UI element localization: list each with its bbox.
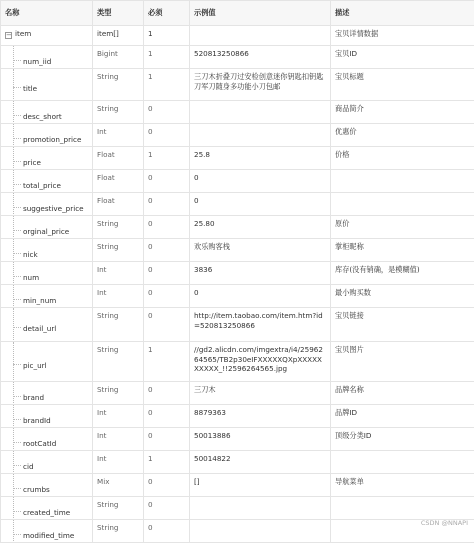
table-row[interactable] xyxy=(1,193,474,216)
field-name: brandId xyxy=(23,416,51,425)
field-name-cell xyxy=(1,147,93,170)
table-row[interactable] xyxy=(1,497,474,520)
table-row[interactable] xyxy=(1,46,474,69)
field-type: Int xyxy=(93,124,144,147)
tree-branch xyxy=(13,465,21,466)
field-name-cell xyxy=(1,262,93,285)
field-example: 520813250866 xyxy=(190,46,331,69)
table-row[interactable] xyxy=(1,405,474,428)
field-name: total_price xyxy=(23,181,61,190)
header-example: 示例值 xyxy=(190,1,331,26)
field-example: [] xyxy=(190,474,331,497)
field-description: 导航菜单 xyxy=(331,474,474,497)
tree-branch xyxy=(13,60,21,61)
field-example: //gd2.alicdn.com/imgextra/i4/2596264565/TB2p30eIFXXXXXQXpXXXXXXXXXX_!!2596264565.jpg xyxy=(190,342,331,382)
field-required: 0 xyxy=(144,382,190,405)
field-description: 宝贝标题 xyxy=(331,69,474,101)
collapse-toggle-icon[interactable]: − xyxy=(5,32,12,39)
table-row[interactable] xyxy=(1,262,474,285)
field-type: Int xyxy=(93,262,144,285)
field-type: String xyxy=(93,216,144,239)
field-type: String xyxy=(93,239,144,262)
tree-line xyxy=(13,69,14,101)
field-name: brand xyxy=(23,393,44,402)
field-name: rootCatId xyxy=(23,439,56,448)
field-required: 1 xyxy=(144,342,190,382)
field-required: 1 xyxy=(144,46,190,69)
field-type: Float xyxy=(93,147,144,170)
tree-branch xyxy=(13,276,21,277)
table-row[interactable] xyxy=(1,124,474,147)
tree-line xyxy=(13,451,14,474)
field-name-cell xyxy=(1,497,93,520)
field-example: 欢乐购客栈 xyxy=(190,239,331,262)
field-name-cell xyxy=(1,474,93,497)
field-type: Int xyxy=(93,285,144,308)
field-name-cell xyxy=(1,342,93,382)
tree-branch xyxy=(13,253,21,254)
field-name-cell xyxy=(1,216,93,239)
table-row[interactable] xyxy=(1,474,474,497)
field-required: 0 xyxy=(144,101,190,124)
field-type: Float xyxy=(93,170,144,193)
tree-line xyxy=(13,474,14,497)
field-type: item[] xyxy=(93,26,144,46)
table-row[interactable] xyxy=(1,428,474,451)
field-name-cell xyxy=(1,69,93,101)
tree-line xyxy=(13,405,14,428)
field-name-cell xyxy=(1,101,93,124)
field-example: 50013886 xyxy=(190,428,331,451)
tree-branch xyxy=(13,138,21,139)
tree-branch xyxy=(13,534,21,535)
field-example: 0 xyxy=(190,193,331,216)
field-name: detail_url xyxy=(23,324,56,333)
tree-branch xyxy=(13,207,21,208)
tree-line xyxy=(13,285,14,308)
tree-branch xyxy=(13,488,21,489)
field-name: orginal_price xyxy=(23,227,69,236)
field-name: price xyxy=(23,158,41,167)
tree-branch xyxy=(13,396,21,397)
field-type: String xyxy=(93,69,144,101)
field-name: num_iid xyxy=(23,57,51,66)
table-row[interactable] xyxy=(1,101,474,124)
field-example xyxy=(190,26,331,46)
table-row[interactable] xyxy=(1,308,474,342)
field-name-cell xyxy=(1,451,93,474)
field-example: 8879363 xyxy=(190,405,331,428)
field-name: suggestive_price xyxy=(23,204,84,213)
field-name-cell xyxy=(1,308,93,342)
field-name-cell xyxy=(1,26,93,46)
field-type: String xyxy=(93,308,144,342)
tree-line xyxy=(13,342,14,382)
table-row[interactable] xyxy=(1,170,474,193)
field-name-cell xyxy=(1,124,93,147)
field-name-cell xyxy=(1,405,93,428)
field-type: String xyxy=(93,342,144,382)
field-example xyxy=(190,124,331,147)
field-example: 0 xyxy=(190,285,331,308)
field-name-cell xyxy=(1,520,93,543)
field-required: 0 xyxy=(144,308,190,342)
field-name: desc_short xyxy=(23,112,62,121)
tree-branch xyxy=(13,161,21,162)
tree-branch xyxy=(13,230,21,231)
field-required: 0 xyxy=(144,124,190,147)
field-name-cell xyxy=(1,46,93,69)
field-required: 0 xyxy=(144,285,190,308)
field-name: num xyxy=(23,273,39,282)
field-description: 宝贝链接 xyxy=(331,308,474,342)
tree-line xyxy=(13,124,14,147)
table-row[interactable] xyxy=(1,451,474,474)
field-type: Mix xyxy=(93,474,144,497)
field-type: String xyxy=(93,520,144,543)
field-required: 0 xyxy=(144,262,190,285)
table-row-root[interactable] xyxy=(1,26,474,46)
tree-line xyxy=(13,216,14,239)
field-required: 0 xyxy=(144,193,190,216)
field-name: item xyxy=(15,29,31,38)
header-name: 名称 xyxy=(1,1,93,26)
field-name: pic_url xyxy=(23,361,47,370)
field-description: 商品简介 xyxy=(331,101,474,124)
field-description: 库存(没有销确，是模糊值) xyxy=(331,262,474,285)
field-description: 宝贝详情数据 xyxy=(331,26,474,46)
field-example: 50014822 xyxy=(190,451,331,474)
tree-branch xyxy=(13,419,21,420)
field-required: 0 xyxy=(144,405,190,428)
field-name-cell xyxy=(1,239,93,262)
field-name: nick xyxy=(23,250,38,259)
field-example: 三刀木折叠刀过安检创意迷你钥匙扣钥匙刀军刀随身多功能小刀包邮 xyxy=(190,69,331,101)
field-type: Int xyxy=(93,428,144,451)
table-row[interactable] xyxy=(1,69,474,101)
table-row[interactable] xyxy=(1,285,474,308)
table-row[interactable] xyxy=(1,147,474,170)
field-name-cell xyxy=(1,170,93,193)
field-description: 掌柜昵称 xyxy=(331,239,474,262)
field-required: 0 xyxy=(144,428,190,451)
header-type: 类型 xyxy=(93,1,144,26)
field-name: min_num xyxy=(23,296,56,305)
tree-line xyxy=(13,101,14,124)
field-example: 0 xyxy=(190,170,331,193)
field-type: Int xyxy=(93,405,144,428)
header-required: 必须 xyxy=(144,1,190,26)
table-row[interactable] xyxy=(1,239,474,262)
field-required: 0 xyxy=(144,239,190,262)
field-description: 品牌ID xyxy=(331,405,474,428)
field-example: http://item.taobao.com/item.htm?id=520813250866 xyxy=(190,308,331,342)
field-required: 0 xyxy=(144,497,190,520)
tree-branch xyxy=(13,364,21,365)
field-name-cell xyxy=(1,193,93,216)
table-row[interactable] xyxy=(1,342,474,382)
table-row[interactable] xyxy=(1,216,474,239)
field-description: 宝贝图片 xyxy=(331,342,474,382)
field-type: Int xyxy=(93,451,144,474)
field-required: 0 xyxy=(144,216,190,239)
field-required: 0 xyxy=(144,474,190,497)
field-description: 品牌名称 xyxy=(331,382,474,405)
field-name-cell xyxy=(1,285,93,308)
field-example xyxy=(190,520,331,543)
field-description: 最小购买数 xyxy=(331,285,474,308)
field-type: String xyxy=(93,382,144,405)
field-description: 原价 xyxy=(331,216,474,239)
tree-branch xyxy=(13,327,21,328)
tree-branch xyxy=(13,115,21,116)
field-required: 0 xyxy=(144,520,190,543)
tree-line xyxy=(13,382,14,405)
field-description xyxy=(331,193,474,216)
field-required: 1 xyxy=(144,451,190,474)
field-name-cell xyxy=(1,382,93,405)
tree-branch xyxy=(13,87,21,88)
table-row[interactable] xyxy=(1,520,474,543)
field-description: 价格 xyxy=(331,147,474,170)
table-header-row xyxy=(1,1,474,26)
field-name: created_time xyxy=(23,508,70,517)
field-description xyxy=(331,451,474,474)
field-description: 优惠价 xyxy=(331,124,474,147)
field-type: Bigint xyxy=(93,46,144,69)
field-name: title xyxy=(23,84,37,93)
table-row[interactable] xyxy=(1,382,474,405)
field-required: 0 xyxy=(144,170,190,193)
tree-line xyxy=(13,520,14,543)
tree-line xyxy=(13,497,14,520)
tree-line xyxy=(13,428,14,451)
field-required: 1 xyxy=(144,147,190,170)
field-description xyxy=(331,497,474,520)
header-description: 描述 xyxy=(331,1,474,26)
tree-line xyxy=(13,170,14,193)
field-example xyxy=(190,101,331,124)
field-name: promotion_price xyxy=(23,135,81,144)
field-description: 宝贝ID xyxy=(331,46,474,69)
field-name: modified_time xyxy=(23,531,74,540)
tree-branch xyxy=(13,511,21,512)
tree-branch xyxy=(13,184,21,185)
tree-line xyxy=(13,147,14,170)
field-description xyxy=(331,170,474,193)
field-example: 3836 xyxy=(190,262,331,285)
field-name: crumbs xyxy=(23,485,50,494)
tree-line xyxy=(13,193,14,216)
field-type: String xyxy=(93,497,144,520)
field-description: 顶级分类ID xyxy=(331,428,474,451)
tree-line xyxy=(13,308,14,342)
tree-branch xyxy=(13,299,21,300)
field-name-cell xyxy=(1,428,93,451)
field-example xyxy=(190,497,331,520)
tree-branch xyxy=(13,442,21,443)
field-required: 1 xyxy=(144,26,190,46)
field-example: 三刀木 xyxy=(190,382,331,405)
field-required: 1 xyxy=(144,69,190,101)
field-type: Float xyxy=(93,193,144,216)
field-example: 25.80 xyxy=(190,216,331,239)
field-type: String xyxy=(93,101,144,124)
field-name: cid xyxy=(23,462,34,471)
watermark: CSDN @NNAPI xyxy=(421,519,468,527)
field-example: 25.8 xyxy=(190,147,331,170)
tree-line xyxy=(13,262,14,285)
tree-line xyxy=(13,239,14,262)
tree-line xyxy=(13,46,14,69)
